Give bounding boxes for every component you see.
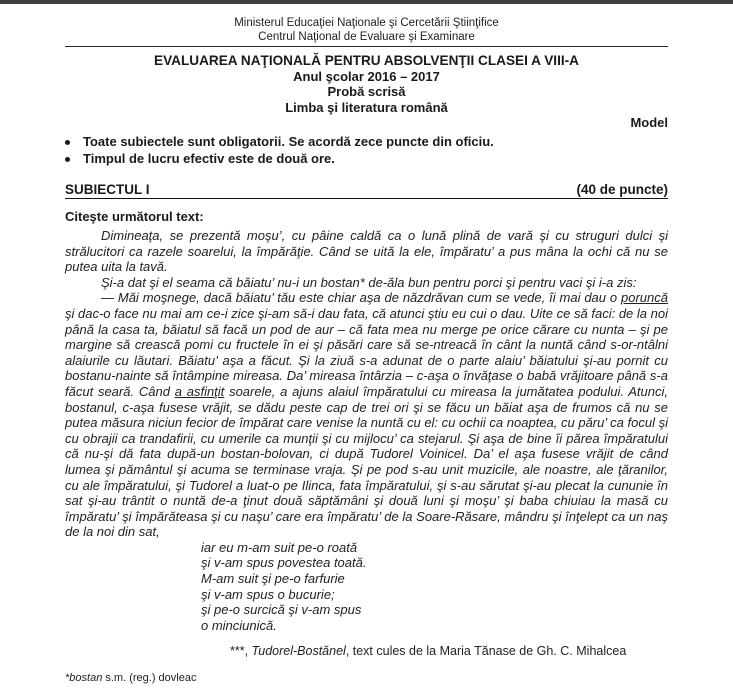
verse-line: şi v-am spus povestea toată. [201,555,367,571]
quote-text [65,228,668,540]
model-label: Model [630,115,668,130]
quote-paragraph [65,290,668,540]
verse-line: şi v-am spus o bucurie; [201,586,335,602]
department-name: Centrul Naţional de Evaluare şi Examinare [258,30,475,43]
exam-title: EVALUAREA NAŢIONALĂ PENTRU ABSOLVENŢII CLASEI A VIII-A [154,53,579,68]
subject-name: Limba şi literatura română [285,99,448,115]
footnote [65,672,668,685]
quote-segment: — Măi moşnege, dacă băiatu’ tău este chiar aşa de năzdrăvan cum se vede, îi mai dau o [101,290,622,306]
bullet-icon [65,157,70,162]
subject-heading-row [65,182,668,199]
quote-segment: şi dac-o face nu mai am ce-i zice şi-am să-i dau fata, că atunci ştiu eu cui o dau. Uite ce să faci: de la noi până la casa ta, băiatul să facă un pod de aur – că fata mea nu merge pe orice cărare cu nunta – şi pe margine să crească pomi cu fructele în ei şi păsări care să se-ntreacă în cânt la nuntă când s-or-ntâlni alaiurile cu lăutari. Băiatu’ aşa a făcut. Şi la ziuă s-a adunat de o parte alaiu’ băiatului şi-au pornit cu bostanu-nainte să întâmpine mireasa. Da’ mireasa întârzia – c-aşa o învăţase o babă vrăjitoare până s-a făcut seară. Când [65,305,668,399]
verse-block [201,540,668,634]
attribution [230,644,668,658]
verse-line: iar eu m-am suit pe-o roată [201,539,358,555]
verse-line: o minciunică. [201,617,277,633]
subject-heading: SUBIECTUL I [65,182,150,197]
underlined-term: a asfinţit [174,383,225,399]
verse-line: şi pe-o surcică şi v-am spus [201,602,362,618]
title-block [65,53,668,115]
read-prompt: Citeşte următorul text: [65,209,204,224]
instruction-item [65,151,668,168]
attribution-source: , text cules de la Maria Tănase de Gh. C. Mihalcea [345,644,627,659]
bullet-icon [65,140,70,145]
exam-document-page [0,17,733,685]
attribution-work-title: Tudorel-Bostănel [251,644,346,659]
footnote-definition: s.m. (reg.) dovleac [102,672,197,685]
instruction-text: Timpul de lucru efectiv este de două ore. [83,150,335,166]
footnote-term: *bostan [65,672,103,685]
instruction-text: Toate subiectele sunt obligatorii. Se acordă zece puncte din oficiu. [83,134,494,149]
exam-type: Probă scrisă [327,84,406,99]
verse-line: M-am suit şi pe-o farfurie [201,571,345,587]
quote-paragraph: Dimineaţa, se prezentă moşu’, cu pâine caldă ca o lună plină de vară şi cu struguri dulci şi strălucitori ca razele soarelui, la împărăţie. Când se uită la ele, împăratu’ a pus mâna la ochi că nu se putea uita la tavă. [65,228,668,275]
instruction-item [65,134,668,151]
points-label: (40 de puncte) [576,182,668,197]
attribution-stars: ***, [230,644,252,659]
instructions-list [65,134,668,167]
ministry-name: Ministerul Educaţiei Naţionale şi Cercetării Ştiinţifice [234,17,499,29]
quote-segment: soarele, a ajuns alaiul împăratului cu mireasa la jumătatea podului. Atunci, bostanul, c-aşa fusese vrăjit, se dădu peste cap de trei ori şi se făcu un băiat aşa de frumos că nu se putea măsura niciun fecior de împărat care venise la nuntă cu el: cu ochii ca noaptea, cu păru’ ca focul şi cu obrajii ca trandafirii, cu umerile ca munţii şi cu mijlocu’ ca stejarul. Şi aşa de bine îi părea împăratului că nu-şi dă fata după-un bostan-bolovan, ci după Tudorel Voinicel. Da’ el aşa fusese vrăjit de când lumea şi pământul şi acuma se terminase vraja. Şi pe pod s-au unit muzicile, ale noastre, ale ţăranilor, cu ale împăratului, şi Tudorel a luat-o pe Ilinca, fata împăratului, şi s-au sărutat şi-au plecat la cununie în sat şi-au trântit o nuntă de-a ţinut două săptămâni şi două luni şi moşu’ şi baba chiuiau la masă cu împăratu’ şi împărăteasa şi cu naşu’ care era împăratu’ de la Soare-Răsare, mândru şi înţelept ca un naş de la noi din sat, [65,383,668,540]
header-rule [65,46,668,47]
scan-top-border [0,0,733,4]
underlined-term: poruncă [621,290,668,306]
document-header [65,17,668,44]
school-year: Anul şcolar 2016 – 2017 [293,68,440,84]
quote-paragraph: Şi-a dat şi el seama că băiatu’ nu-i un bostan* de-ăla bun pentru porci şi pentru vaci şi i-a zis: [101,274,637,290]
